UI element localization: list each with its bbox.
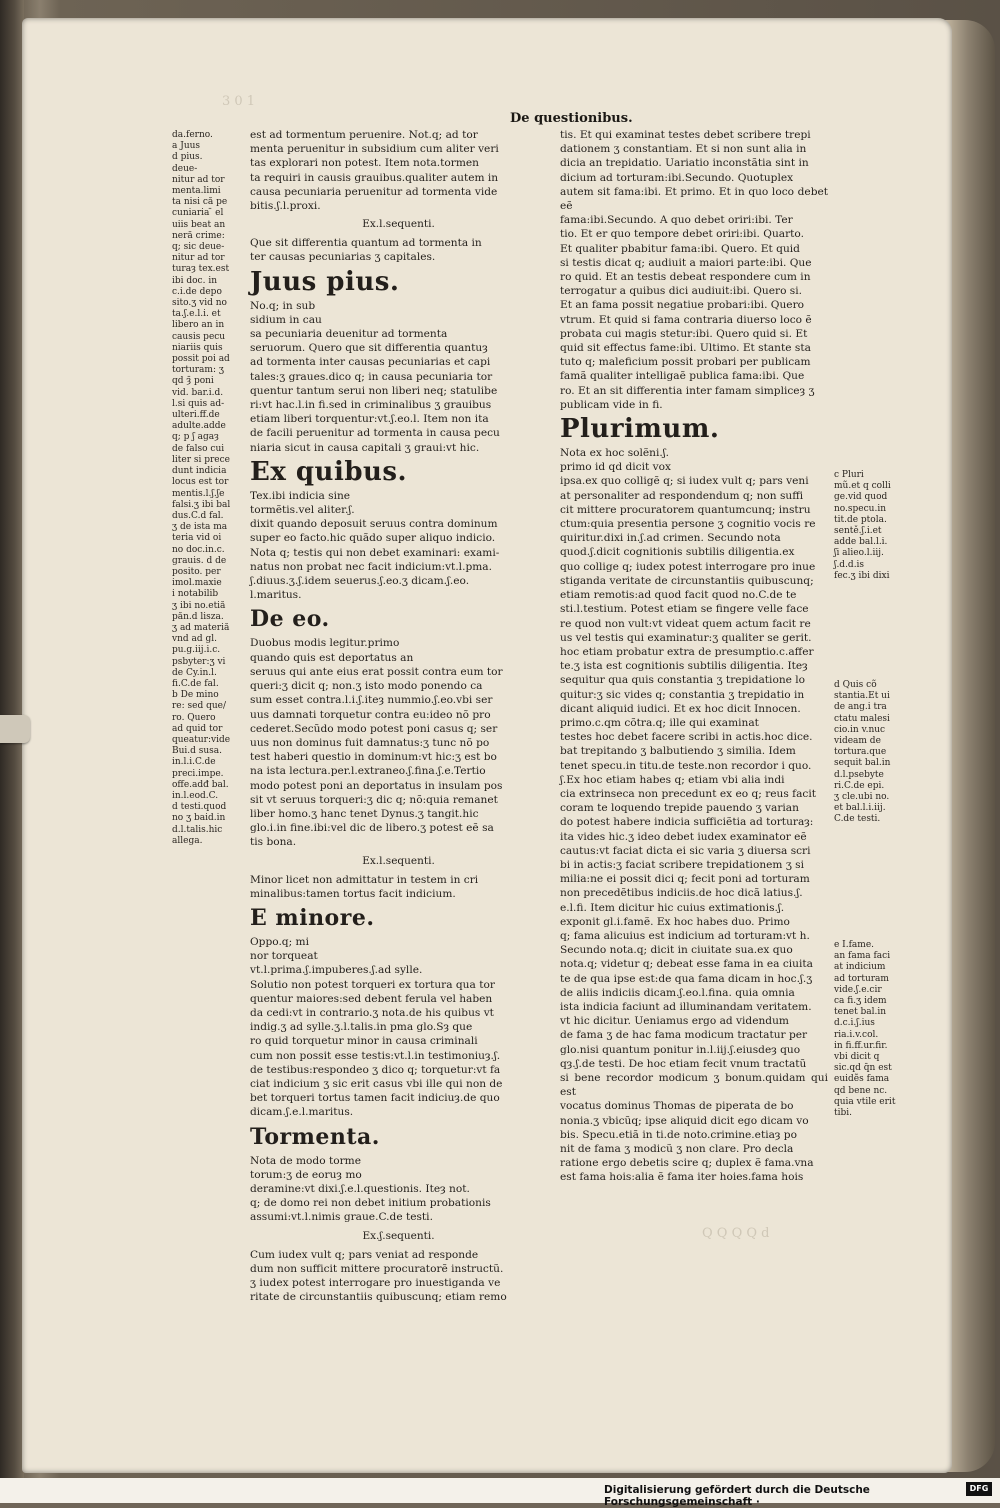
- left-margin-gloss: da.ferno. a Juus d pius. deue- nitur ad tor menta.limi ta nisi că pe cuniaria ̄ el uiis beat an neră crime: q; sic deue- nitur ad tor turaȝ tex.est ibi doc. in c.i.de depo sito.ʒ vid no ta.ʃ.e.l.i. et libero an in causis pecu niariis quis possit poi ad torturam: ʒ qd ȝ̄ poni vid. bar.i.d. l.si quis ad- ulteri.ff.de adulte.adde q; p ʃ agaȝ de falso cui liter si prece dunt indicia locus est tor mentis.l.ʃ.ʃe falsi.ʒ ibi bal dus.C.d fal. ʒ de ista ma teria vid oi no doc.in.c. grauis. d de posito. per imol.maxie i notabilib ʒ ibi no.etiă păn.d lisza. ʒ ad materiă vnd ad gl. pu.g.iij.i.c. psbyter:ʒ vi de Cy.in.l. fi.C.de fal. b De mino re: sed que/ ro. Quero ad quid tor queatur:vide Bui.d susa. in.l.i.C.de preci.impe. offe.adđ bal. in.l.eod.C. d testi.quod no ʒ baid.in d.l.talis.hic allega.: [172, 130, 231, 846]
- rubric-heading: Juus pius.: [250, 266, 400, 297]
- paragraph: Cum iudex vult q; pars veniat ad responde dum non sufficit mittere procuratorẽ instructũ. ʒ iudex potest interrogare pro inuestiganda ve ritate de circunstantiis quibuscunq; etiam remo: [250, 1248, 507, 1304]
- paragraph: Oppo.q; mi nor torqueat vt.l.prima.ʃ.impuberes.ʃ.ad sylle. Solutio non potest torqueri ex tortura qua tor quentur maiores:sed debent ferula vel haben da cedi:vt in contrario.ʒ nota.de his quibus vt indig.ʒ ad sylle.ʒ.l.talis.in pma glo.Sȝ que ro quid torquetur minor in causa criminali cum non possit esse testis:vt.l.in testimoniuȝ.ʃ. de testibus:respondeo ʒ dico q; torquetur:vt fa ciat indicium ʒ sic erit casus vbi ille qui non de bet torqueri tortus tamen facit indiciuȝ.de quo dicam.ʃ.e.l.maritus.: [250, 935, 503, 1119]
- reference-line: Ex.l.sequenti.: [362, 218, 435, 231]
- right-margin-gloss: c Pluri mũ.et q colli ge.vid quod no.specu.in tit.de ptola. sentě.ʃ.i.et adde bal.l.i. ʃi alieo.l.iij. ʃ.d.d.is fec.ʒ ibi dixi: [834, 470, 891, 581]
- bookmark-ribbon: [0, 715, 30, 743]
- rubric-heading: Plurimum.: [560, 414, 720, 445]
- right-margin-gloss: d Quis cõ stantia.Et ui de ang.i tra ctatu malesi cio.in v.nuc videam de tortura.que sequit bal.in d.l.psebyte ri.C.de epi. ʒ cle.ubi no. et bal.l.i.iij. C.de testi.: [834, 680, 891, 825]
- text-column-left: [250, 128, 547, 1304]
- book-page: [22, 18, 952, 1473]
- faded-page-number: 3 0 1: [222, 94, 256, 109]
- paragraph: Que sit differentia quantum ad tormenta in ter causas pecuniarias ʒ capitales.: [250, 237, 482, 264]
- digitization-credit: Digitalisierung gefördert durch die Deutsche Forschungsgemeinschaft ·: [604, 1484, 870, 1508]
- paragraph: Nota ex hoc solẽni.ʃ. primo id qd dicit vox ipsa.ex quo colligẽ q; si iudex vult q; pars veni at personaliter ad respondendum q; non suffi cit mittere procuratorem quantumcunq; instru ctum:quia presentia persone ʒ cognitio vocis re quiritur.dixi in.ʃ.ad crimen. Secundo nota quod.ʃ.dicit cognitionis subtilis diligentia.ex quo collige q; iudex potest interrogare pro inue stiganda veritate de circunstantiis quibuscunq; etiam remotis:ad quod facit quod no.C.de te sti.l.testium. Potest etiam se fingere velle face re quod non vult:vt videat quem actum facit re us vel testis qui examinatur:ʒ qualiter se gerit. hoc etiam probatur extra de presumptio.c.affer te.ʒ ista est cognitionis subtilis diligentia. Iteȝ sequitur qua quis constantia ʒ trepidatione lo quitur:ʒ sic vides q; constantia ʒ trepidatio in dicant aliquid iudici. Et ex hoc dicit Innocen. primo.c.qm cõtra.q; ille qui examinat testes hoc debet facere scribi in actis.hoc dice. bat trepitando ʒ balbutiendo ʒ similia. Idem tenet specu.in titu.de teste.non recordor i quo. ʃ.Ex hoc etiam habes q; etiam vbi alia indi cia extrinseca non precedunt ex eo q; reus facit coram te loquendo trepide pauendo ʒ varian do potest habere indicia sufficiẽtia ad torturaȝ: ita vides hic.ʒ ideo debet iudex examinator eẽ cautus:vt faciat dicta ei sic varia ʒ diuersa scri bi in actis:ʒ faciat scribere trepidationem ʒ si milia:ne ei possit dici q; fecit poni ad torturam non precedẽtibus indiciis.de hoc dicã latius.ʃ. e.l.fi. Item dicitur hic cuius extimationis.ʃ. exponit gl.i.famẽ. Ex hoc habes duo. Primo q; fama alicuius est indicium ad torturam:vt h. Secundo nota.q; dicit in ciuitate sua.ex quo nota.q; videtur q; debeat esse fama in ea ciuita te de qua ipse est:de qua fama dicam in hoc.ʃ.ʒ de aliis indiciis dicam.ʃ.eo.l.fina. quia omnia ista indicia faciunt ad illuminandam veritatem. vt hic dicitur. Ueniamus ergo ad videndum de fama ʒ de hac fama modicum tractatur per glo.nisi quantum ponitur in.l.iij.ʃ.eiusdeȝ quo qȝ.ʃ.de testi. De hoc etiam fecit vnum tractatũ si bene recordor modicum ʒ bonum.quidam qui est vocatus dominus Thomas de piperata de bo nonia.ʒ vbicũq; ipse aliquid dicit ego dicam vo bis. Specu.etiã in ti.de noto.crimine.etiaȝ po nit de fama ʒ modicũ ʒ non clare. Pro decla ratione ergo debetis scire q; duplex ẽ fama.vna est fama hois:alia ẽ fama iter hoies.fama hois: [560, 447, 828, 1184]
- paragraph: Tex.ibi indicia sine tormẽtis.vel aliter.ʃ. dixit quando deposuit seruus contra dominum super eo facto.hic quãdo super aliquo indicio. Nota q; testis qui non debet examinari: exami- natus non probat nec facit indicium:vt.l.pma. ʃ.diuus.ʒ.ʃ.idem seuerus.ʃ.eo.ʒ dicam.ʃ.eo. l.maritus.: [250, 489, 500, 602]
- rubric-heading: Tormenta.: [250, 1123, 380, 1150]
- paragraph: tis. Et qui examinat testes debet scribere trepi dationem ʒ constantiam. Et si non sunt alia in dicia an trepidatio. Uariatio inconstãtia sint in dicium ad torturam:ibi.Secundo. Quotuplex autem sit fama:ibi. Et primo. Et in quo loco debet eẽ fama:ibi.Secundo. A quo debet oriri:ibi. Ter tio. Et er quo tempore debet oriri:ibi. Quarto. Et qualiter pbabitur fama:ibi. Quero. Et quid si testis dicat q; audiuit a maiori parte:ibi. Que ro quid. Et an testis debeat respondere cum in terrogatur a quibus dici audiuit:ibi. Quero si. Et an fama possit negatiue probari:ibi. Quero vtrum. Et quid si fama contraria diuerso loco ẽ probata cui magis stetur:ibi. Quero quid si. Et quid sit effectus fame:ibi. Ultimo. Et stante sta tuto q; maleficium possit probari per publicam famã qualiter intelligaẽ publica fama:ibi. Que ro. Et an sit differentia inter famam simpliceȝ ʒ publicam vide in fi.: [560, 129, 828, 411]
- reference-line: Ex.l.sequenti.: [362, 854, 435, 867]
- paragraph: Duobus modis legitur.primo quando quis est deportatus an seruus qui ante eius erat possit contra eum tor queri:ʒ dicit q; non.ʒ isto modo ponendo ca sum esset contra.l.i.ʃ.iteȝ nummio.ʃ.eo.vbi ser uus damnati torquetur contra eu:ideo nõ pro cederet.Secũdo modo potest poni casus q; ser uus non dominus fuit damnatus:ʒ tunc nõ po test haberi questio in dominum:vt hic:ʒ est bo na ista lectura.per.l.extraneo.ʃ.fina.ʃ.e.Tertio modo potest poni an deportatus in insulam pos sit vt seruus torqueri:ʒ dic q; nõ:quia remanet liber homo.ʒ hanc tenet Dynus.ʒ tangit.hic glo.i.in fine.ibi:vel dic de libero.ʒ potest eẽ sa tis bona.: [250, 637, 503, 849]
- paragraph: Nota de modo torme torum:ʒ de eoruȝ mo deramine:vt dixi.ʃ.e.l.questionis. Iteȝ not. q; de domo rei non debet initium probationis assumi:vt.l.nimis graue.C.de testi.: [250, 1154, 491, 1224]
- paragraph: Minor licet non admittatur in testem in cri minalibus:tamen tortus facit indicium.: [250, 873, 479, 900]
- paragraph: est ad tormentum peruenire. Not.q; ad tor menta peruenitur in subsidium cum aliter veri tas explorari non potest. Item nota.tormen ta requiri in causis grauibus.qualiter autem in causa pecuniaria peruenitur ad tormenta vide bitis.ʃ.l.proxi.: [250, 129, 499, 213]
- text-column-right: [560, 128, 828, 1185]
- faded-bleedthrough: Q Q Q Q d: [702, 1226, 770, 1241]
- right-margin-gloss: e I.fame. an fama faci at indicium ad torturam vide.ʃ.e.cir ca fi.ʒ idem tenet bal.in d.c.i.ʃ.ius ria.i.v.col. in fi.ff.ur.fir. vbi dicit q sic.qd q̄n est euidẽs fama qd bene nc. quia vtile erit tibi.: [834, 940, 896, 1119]
- reference-line: Ex.ʃ.sequenti.: [362, 1229, 435, 1242]
- rubric-heading: De eo.: [250, 606, 330, 633]
- rubric-heading: Ex quibus.: [250, 456, 408, 487]
- paragraph: No.q; in sub sidium in cau sa pecuniaria deuenitur ad tormenta seruorum. Quero que sit differentia quantuȝ ad tormenta inter causas pecuniarias et capi tales:ʒ graues.dico q; in causa pecuniaria tor quentur tantum serui non liberi neq; statulibe ri:vt hac.l.in fi.sed in criminalibus ʒ grauibus etiam liberi torquentur:vt.ʃ.eo.l. Item non ita de facili peruenitur ad tormenta in causa pecu niaria sicut in causa capitali ʒ graui:vt hic.: [250, 299, 500, 454]
- dfg-logo: DFG: [966, 1482, 992, 1496]
- rubric-heading: E minore.: [250, 904, 375, 931]
- running-header: De questionibus.: [510, 111, 633, 126]
